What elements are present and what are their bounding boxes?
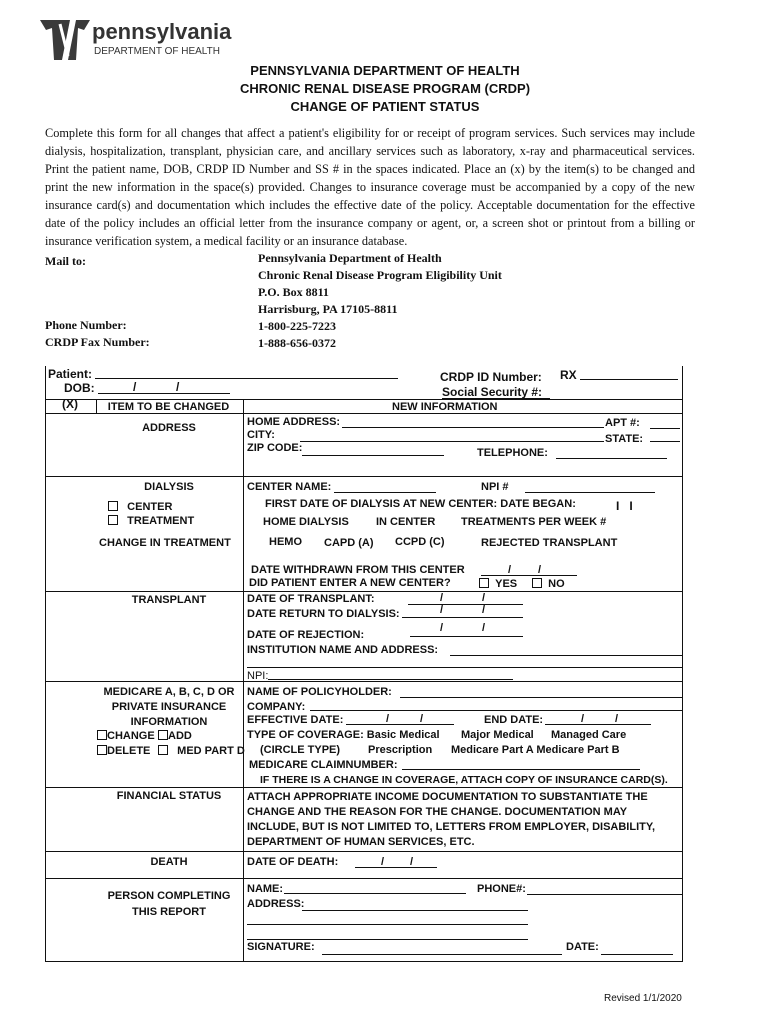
name-label: NAME:: [247, 883, 284, 895]
date-transplant-label: DATE OF TRANSPLANT:: [247, 593, 375, 605]
address-section-label: ADDRESS: [142, 422, 196, 434]
crdp-id-field[interactable]: [580, 379, 678, 380]
mail-address: [258, 250, 502, 352]
med-part-d-option[interactable]: MED PART D: [158, 745, 245, 757]
add-checkbox[interactable]: [158, 730, 168, 740]
date-return-label: DATE RETURN TO DIALYSIS:: [247, 608, 400, 620]
state-field[interactable]: [650, 441, 680, 442]
col-header-x: (X): [62, 397, 78, 411]
zip-label: ZIP CODE:: [247, 442, 303, 454]
dob-slash: /: [176, 380, 180, 394]
effective-slash: /: [420, 713, 424, 725]
date-transplant-field[interactable]: [408, 604, 523, 605]
date-of-death-label: DATE OF DEATH:: [247, 856, 339, 868]
date-of-death-field[interactable]: [355, 867, 437, 868]
delete-option[interactable]: DELETE: [97, 745, 150, 757]
title-line-3: CHANGE OF PATIENT STATUS: [290, 99, 480, 114]
apt-field[interactable]: [650, 428, 680, 429]
yes-checkbox[interactable]: [479, 578, 489, 588]
change-checkbox[interactable]: [97, 730, 107, 740]
date-label-person: DATE:: [566, 941, 599, 953]
home-address-label: HOME ADDRESS:: [247, 416, 341, 428]
person-section-label: PERSON COMPLETING THIS REPORT: [107, 890, 231, 918]
phone-number: 1-800-225-7223: [258, 319, 336, 333]
transplant-npi-field[interactable]: [268, 679, 513, 680]
crdp-id-label: CRDP ID Number:: [440, 370, 542, 384]
npi-field[interactable]: [525, 492, 655, 493]
address-line: Chronic Renal Disease Program Eligibility Unit: [258, 268, 502, 282]
city-label: CITY:: [247, 429, 275, 441]
treatment-checkbox[interactable]: [108, 515, 118, 525]
transplant-npi-label: NPI:: [247, 670, 269, 682]
date-rejection-label: DATE OF REJECTION:: [247, 629, 365, 641]
capd-option[interactable]: CAPD (A): [324, 537, 374, 549]
home-address-field[interactable]: [342, 427, 604, 428]
end-slash: /: [581, 713, 585, 725]
managed-care-option[interactable]: Managed Care: [551, 729, 627, 741]
transplant-slash: /: [440, 592, 444, 604]
policyholder-label: NAME OF POLICYHOLDER:: [247, 686, 392, 698]
npi-label: NPI #: [481, 481, 509, 493]
keystone-icon: [40, 16, 92, 62]
state-label: STATE:: [605, 433, 644, 445]
dob-field[interactable]: [98, 393, 230, 394]
hemo-option[interactable]: HEMO: [269, 536, 302, 548]
change-treatment-label: CHANGE IN TREATMENT: [99, 537, 231, 549]
change-option[interactable]: CHANGE: [97, 730, 155, 742]
insurance-section-label: MEDICARE A, B, C, D OR PRIVATE INSURANCE INFORMATION: [103, 686, 235, 728]
dialysis-section-label: DIALYSIS: [144, 481, 194, 493]
death-section-label: DEATH: [150, 856, 188, 868]
org-department: DEPARTMENT OF HEALTH: [94, 46, 220, 57]
institution-field-line2[interactable]: [247, 667, 682, 668]
org-name: pennsylvania: [92, 19, 232, 44]
apt-label: APT #:: [605, 417, 640, 429]
rejection-slash: /: [440, 622, 444, 634]
date-withdrawn-label: DATE WITHDRAWN FROM THIS CENTER: [251, 564, 465, 576]
effective-slash: /: [386, 713, 390, 725]
address-field[interactable]: [302, 910, 528, 911]
delete-checkbox[interactable]: [97, 745, 107, 755]
address-label-person: ADDRESS:: [247, 898, 305, 910]
institution-field[interactable]: [450, 655, 682, 656]
policyholder-field[interactable]: [400, 697, 682, 698]
company-label: COMPANY:: [247, 701, 306, 713]
fax-number: 1-888-656-0372: [258, 336, 336, 350]
company-field[interactable]: [310, 710, 682, 711]
end-slash: /: [615, 713, 619, 725]
form-title: [0, 62, 770, 116]
date-withdrawn-field[interactable]: [481, 575, 577, 576]
center-option[interactable]: CENTER: [108, 501, 172, 513]
attach-card-note: IF THERE IS A CHANGE IN COVERAGE, ATTACH COPY OF INSURANCE CARD(S).: [260, 774, 668, 786]
instructions-text: Complete this form for all changes that affect a patient's eligibility for or receipt of program services. Such services may include dialysis, hospitalization, transplant, physician care, and ancillary services such as laboratory, x-ray and pharmaceutical services. Print the patient name, DOB, CRDP ID Number and SS # in the spaces indicated. Place an (x) by the item(s) to be changed and print the new information in the space(s) provided. Changes to insurance coverage must be accompanied by a copy of the new insurance card(s) and documentation which includes the effective date of the policy. Acceptable documentation for the effective date of the policy includes an official letter from the insurance company or agent, or, a screen shot or printout from a billing or insurance verification system, a medical facility or an insurance database.: [45, 126, 695, 248]
in-center-option[interactable]: IN CENTER: [376, 516, 436, 528]
transplant-slash: /: [482, 592, 486, 604]
transplant-section-label: TRANSPLANT: [131, 594, 207, 606]
home-dialysis-option[interactable]: HOME DIALYSIS: [263, 516, 349, 528]
effective-date-label: EFFECTIVE DATE:: [247, 714, 344, 726]
signature-field[interactable]: [322, 954, 562, 955]
telephone-field[interactable]: [556, 458, 667, 459]
ssn-field[interactable]: [442, 398, 550, 399]
coverage-type-label: TYPE OF COVERAGE: Basic Medical: [247, 729, 440, 741]
yes-option[interactable]: YES: [479, 578, 517, 590]
address-field-line3[interactable]: [247, 939, 528, 940]
date-rejection-field[interactable]: [410, 636, 523, 637]
fax-label: CRDP Fax Number:: [45, 335, 150, 349]
first-date-label: FIRST DATE OF DIALYSIS AT NEW CENTER: DATE BEGAN:: [265, 498, 576, 510]
death-slash: /: [410, 856, 414, 868]
rx-label: RX: [560, 368, 577, 382]
institution-label: INSTITUTION NAME AND ADDRESS:: [247, 644, 439, 656]
death-slash: /: [381, 856, 385, 868]
col-header-item: ITEM TO BE CHANGED: [107, 401, 230, 413]
title-line-2: CHRONIC RENAL DISEASE PROGRAM (CRDP): [239, 81, 531, 96]
address-line: P.O. Box 8811: [258, 285, 329, 299]
effective-date-field[interactable]: [346, 724, 454, 725]
name-field[interactable]: [284, 893, 466, 894]
treatment-option[interactable]: TREATMENT: [108, 515, 194, 527]
claim-number-field[interactable]: [402, 769, 640, 770]
date-began-marks: I I: [616, 499, 633, 513]
rejected-transplant-option[interactable]: REJECTED TRANSPLANT: [481, 537, 618, 549]
telephone-label: TELEPHONE:: [477, 447, 548, 459]
center-checkbox[interactable]: [108, 501, 118, 511]
col-header-new: NEW INFORMATION: [392, 401, 498, 413]
return-slash: /: [482, 604, 486, 616]
end-date-field[interactable]: [545, 724, 651, 725]
pa-logo: [40, 16, 240, 66]
circle-type-label: (CIRCLE TYPE): [260, 744, 341, 756]
title-line-1: PENNSYLVANIA DEPARTMENT OF HEALTH: [250, 63, 520, 78]
phone-field[interactable]: [527, 894, 682, 895]
financial-instructions: ATTACH APPROPRIATE INCOME DOCUMENTATION TO SUBSTANTIATE THE CHANGE AND THE REASON FOR THE CHANGE. DOCUMENTATION MAY INCLUDE, BUT IS NOT LIMITED TO, LETTERS FROM EMPLOYER, DISABILITY, DEPARTMENT OF HUMAN SERVICES, ETC.: [247, 791, 656, 848]
financial-section-label: FINANCIAL STATUS: [116, 790, 222, 802]
new-center-question: DID PATIENT ENTER A NEW CENTER?: [249, 577, 451, 589]
claim-number-label: MEDICARE CLAIMNUMBER:: [249, 759, 398, 771]
ccpd-option[interactable]: CCPD (C): [395, 536, 445, 548]
dob-slash: /: [133, 380, 137, 394]
treatments-per-week-label: TREATMENTS PER WEEK #: [461, 516, 607, 528]
address-field-line2[interactable]: [247, 924, 528, 925]
signature-label: SIGNATURE:: [247, 941, 315, 953]
ssn-label: Social Security #:: [442, 385, 543, 399]
withdrawn-slash: /: [508, 564, 512, 576]
patient-label: Patient:: [48, 367, 93, 381]
medicare-ab-option[interactable]: Medicare Part A Medicare Part B: [451, 744, 620, 756]
city-field[interactable]: [300, 441, 604, 442]
zip-field[interactable]: [302, 455, 444, 456]
return-slash: /: [440, 604, 444, 616]
end-date-label: END DATE:: [484, 714, 544, 726]
instructions: [45, 124, 695, 250]
phone-label: Phone Number:: [45, 318, 127, 332]
date-field[interactable]: [601, 954, 673, 955]
date-return-field[interactable]: [402, 617, 523, 618]
dob-label: DOB:: [64, 381, 95, 395]
med-part-d-checkbox[interactable]: [158, 745, 168, 755]
center-name-label: CENTER NAME:: [247, 481, 332, 493]
no-option[interactable]: NO: [532, 578, 565, 590]
add-option[interactable]: ADD: [158, 730, 192, 742]
rejection-slash: /: [482, 622, 486, 634]
center-name-field[interactable]: [334, 492, 436, 493]
no-checkbox[interactable]: [532, 578, 542, 588]
withdrawn-slash: /: [538, 564, 542, 576]
revised-date: Revised 1/1/2020: [604, 993, 682, 1004]
patient-name-field[interactable]: [95, 378, 398, 379]
mail-label: Mail to:: [45, 254, 86, 268]
prescription-option[interactable]: Prescription: [368, 744, 433, 756]
address-line: Harrisburg, PA 17105-8811: [258, 302, 398, 316]
address-line: Pennsylvania Department of Health: [258, 251, 442, 265]
phone-label-person: PHONE#:: [477, 883, 526, 895]
major-medical-option[interactable]: Major Medical: [461, 729, 534, 741]
